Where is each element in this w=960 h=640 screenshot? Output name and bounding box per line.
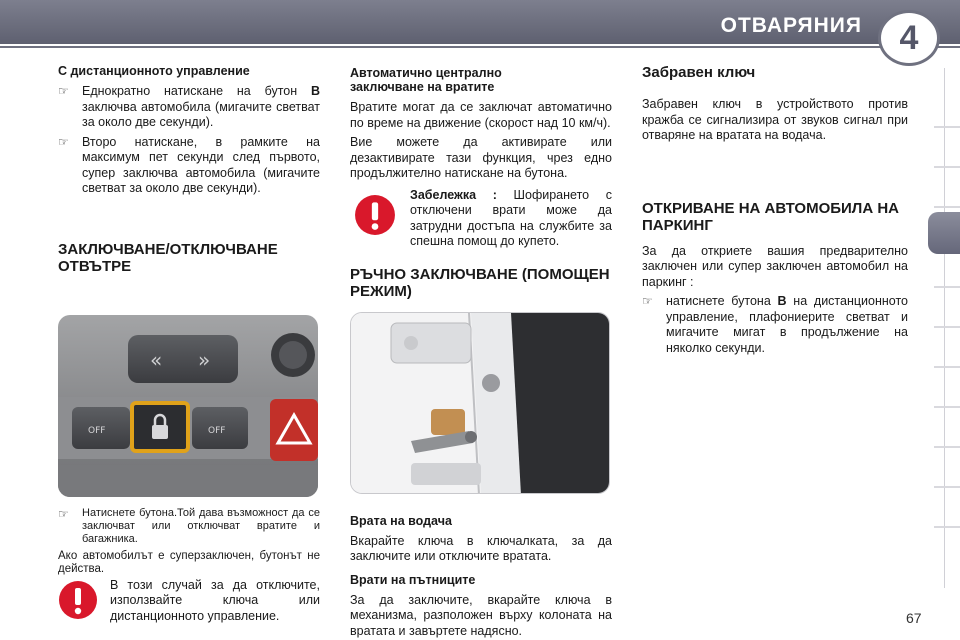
chapter-number: 4 bbox=[899, 18, 919, 57]
find-vehicle-bullet: ☞ натиснете бутона B на дистанционното управление, плафониерите светват и мигачите мигат в продължение на няколко секунди. bbox=[642, 294, 908, 355]
side-tab[interactable] bbox=[934, 366, 960, 368]
chapter-number-badge bbox=[878, 10, 940, 66]
dashboard-buttons-illustration bbox=[58, 315, 318, 497]
note-label: Забележка : bbox=[410, 187, 497, 202]
page-number: 67 bbox=[906, 610, 922, 626]
column-middle bbox=[350, 64, 612, 639]
side-tab[interactable] bbox=[934, 486, 960, 488]
manual-lock-heading: РЪЧНО ЗАКЛЮЧВАНЕ (ПОМОЩЕН РЕЖИМ) bbox=[350, 265, 610, 300]
side-tab[interactable] bbox=[934, 526, 960, 528]
bullet-arrow-icon: ☞ bbox=[642, 294, 653, 308]
driver-door-text: Вкарайте ключа в ключалката, за да заключите или отключите вратата. bbox=[350, 533, 612, 563]
passenger-doors-heading: Врати на пътниците bbox=[350, 572, 476, 587]
find-vehicle-text: За да откриете вашия предварително заключен или супер заключен автомобил на паркинг : bbox=[642, 243, 908, 289]
central-lock-button-photo bbox=[58, 315, 318, 497]
button-b-key: B bbox=[777, 294, 787, 308]
column-right bbox=[642, 64, 908, 360]
warning-exclamation-icon bbox=[58, 580, 98, 620]
bullet-arrow-icon: ☞ bbox=[58, 134, 69, 149]
svg-text:OFF: OFF bbox=[208, 425, 226, 436]
auto-lock-text-2: Вие можете да активирате или дезактивирате тази функция, чрез едно продължително натискане на бутона. bbox=[350, 135, 612, 180]
svg-text:OFF: OFF bbox=[88, 425, 106, 436]
side-tab[interactable] bbox=[934, 206, 960, 208]
chapter-title: ОТВАРЯНИЯ bbox=[720, 14, 862, 37]
side-tab[interactable] bbox=[934, 326, 960, 328]
page-header bbox=[0, 0, 960, 57]
side-tab[interactable] bbox=[934, 126, 960, 128]
button-b-key: B bbox=[310, 84, 320, 98]
passenger-doors-text: За да заключите, вкарайте ключа в механизма, разположен върху колоната на вратата и завъртете надясно. bbox=[350, 592, 612, 638]
auto-lock-heading: Автоматично централно заключване на вратите bbox=[350, 66, 502, 94]
remote-heading: С дистанционното управление bbox=[58, 64, 250, 78]
side-tab[interactable] bbox=[934, 446, 960, 448]
find-vehicle-heading: ОТКРИВАНЕ НА АВТОМОБИЛА НА ПАРКИНГ bbox=[642, 199, 899, 234]
warning-exclamation-icon bbox=[354, 194, 396, 236]
section-heading-inside: ЗАКЛЮЧВАНЕ/ОТКЛЮЧВАНЕ ОТВЪТРЕ bbox=[58, 240, 278, 275]
svg-text:«: « bbox=[150, 347, 163, 372]
bullet-item: ☞ Второ натискане, в рамките на максимум пет секунди след първото, супер заключва автомобила (мигачите светват за около две секунди). bbox=[58, 134, 320, 195]
side-tab[interactable] bbox=[934, 406, 960, 408]
auto-lock-text-1: Вратите могат да се заключат автоматично по време на движение (скорост над 10 км/ч). bbox=[350, 100, 612, 130]
forgotten-key-text: Забравен ключ в устройството против кражба се сигнализира от звуков сигнал при отваряне на вратата на водача. bbox=[642, 97, 908, 142]
forgotten-key-heading: Забравен ключ bbox=[642, 64, 756, 81]
header-divider bbox=[0, 46, 960, 48]
bullet-item: ☞ Еднократно натискане на бутон B заключва автомобила (мигачите светват за около две секунди). bbox=[58, 84, 320, 129]
side-tab[interactable] bbox=[934, 286, 960, 288]
door-lock-photo bbox=[350, 312, 610, 494]
column-left bbox=[58, 64, 320, 624]
caption-bullet: ☞ Натиснете бутона.Той дава възможност да се заключват или отключват вратите и багажника. bbox=[58, 506, 320, 545]
hazard-triangle-icon bbox=[270, 399, 318, 461]
warning-text: В този случай за да отключите, използвайте ключа или дистанционното управление. bbox=[110, 577, 320, 623]
side-tab-active[interactable] bbox=[928, 212, 960, 254]
warning-block bbox=[58, 577, 320, 625]
note-text: Забележка : Шофирането с отключени врати може да затрудни достъпа на службите за спешна помощ до купето. bbox=[410, 187, 612, 248]
svg-text:»: » bbox=[198, 347, 211, 372]
bullet-arrow-icon: ☞ bbox=[58, 84, 69, 98]
note-block bbox=[350, 188, 612, 250]
side-tab[interactable] bbox=[934, 166, 960, 168]
side-rule bbox=[944, 68, 945, 588]
driver-door-heading: Врата на водача bbox=[350, 513, 452, 528]
bullet-arrow-icon: ☞ bbox=[58, 506, 69, 521]
supertlock-note: Ако автомобилът е суперзаключен, бутонът не действа. bbox=[58, 549, 320, 575]
door-lock-key-illustration bbox=[351, 313, 610, 494]
